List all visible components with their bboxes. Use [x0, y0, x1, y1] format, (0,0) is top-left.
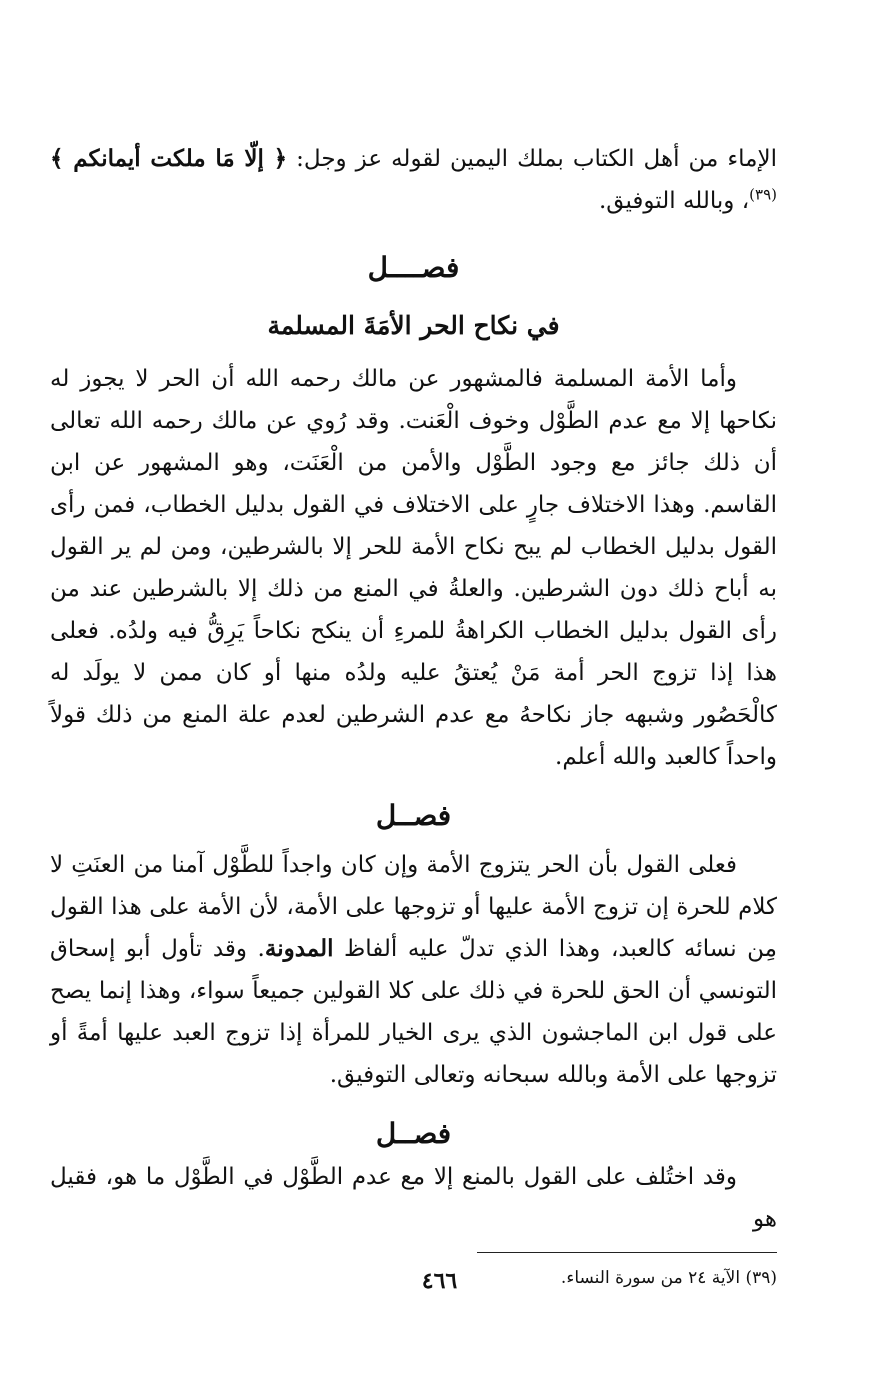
quran-verse: ﴿ إلّا مَا ملكت أيمانكم ﴾	[50, 145, 288, 172]
section3-paragraph: وقد اختُلف على القول بالمنع إلا مع عدم الطَّوْل في الطَّوْل ما هو، فقيل هو	[50, 1164, 777, 1232]
section1-paragraph: وأما الأمة المسلمة فالمشهور عن مالك رحمه الله أن الحر لا يجوز له نكاحها إلا مع عدم الطَّوْل وخوف الْعَنت. وقد رُوي عن مالك رحمه الله تعالى أن ذلك جائز مع وجود الطَّوْل والأمن من الْعَنَت، وهو المشهور عن ابن القاسم. وهذا الاختلاف جارٍ على الاختلاف في القول بدليل الخطاب، فمن رأى القول بدليل الخطاب لم يبح نكاح الأمة للحر إلا بالشرطين، ومن لم ير القول به أباح ذلك دون الشرطين. والعلةُ في المنع من ذلك إلا بالشرطين عند من رأى القول بدليل الخطاب الكراهةُ للمرءِ أن ينكح نكاحاً يَرِقُّ فيه ولدُه. فعلى هذا إذا تزوج الحر أمة مَنْ يُعتقُ عليه ولدُه منها أو كان ممن لا يولَد له كالْحَصُور وشبهه جاز نكاحهُ مع عدم الشرطين لعدم علة المنع من ذلك قولاً واحداً كالعبد والله أعلم.	[50, 366, 778, 770]
footnote-ref: (٣٩)	[749, 185, 777, 204]
section2-text-a: فعلى القول بأن الحر يتزوج الأمة وإن كان واجداً للطَّوْل آمنا من العنَتِ لا كلام للحرة إن تزوج الأمة عليها أو تزوجها على الأمة، لأن الأمة على هذا القول مِن نسائه كالعبد، وهذا الذي تدلّ عليه ألفاظ	[50, 852, 777, 962]
opening-paragraph	[50, 138, 777, 222]
section-heading-1: فصــــل	[367, 251, 460, 284]
opening-text-b: ، وبالله التوفيق.	[598, 188, 750, 214]
page-number: ٤٦٦	[421, 1268, 458, 1294]
section-heading-3: فصــل	[375, 1117, 452, 1150]
section2-paragraph	[50, 844, 777, 1096]
footnote-divider	[477, 1252, 777, 1253]
book-title: المدونة	[264, 935, 334, 962]
footnote: (٣٩) الآية ٢٤ من سورة النساء.	[560, 1268, 777, 1288]
section2-text-b: . وقد تأول أبو إسحاق التونسي أن الحق للحرة في ذلك على كلا القولين جميعاً سواء، وهذا إنما يصح على قول ابن الماجشون الذي يرى الخيار للمرأة إذا تزوج العبد عليها أمةً أو تزوجها على الأمة وبالله سبحانه وتعالى التوفيق.	[50, 936, 777, 1088]
section-subheading-1: في نكاح الحر الأمَةَ المسلمة	[267, 311, 560, 340]
opening-text-a: الإماء من أهل الكتاب بملك اليمين لقوله عز وجل:	[287, 146, 777, 172]
section-heading-2: فصــل	[375, 799, 452, 832]
main-text	[50, 138, 777, 1291]
